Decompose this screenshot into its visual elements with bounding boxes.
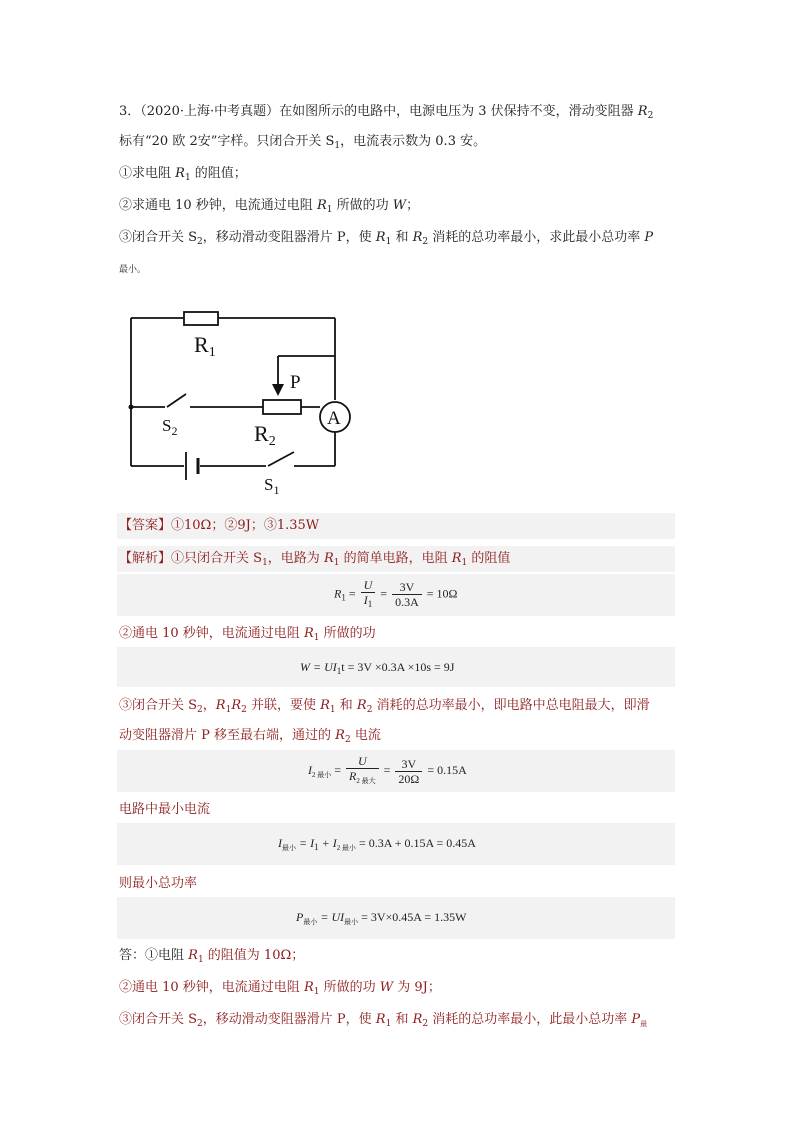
- formula-r1: $R_1$ = $\frac{U}{I_1}$ = $\frac{3V}{0.3A}$ = 10Ω: [334, 578, 458, 609]
- question-part-2: ②求通电 10 秒钟，电流通过电阻 $R_1$ 所做的功 W；: [119, 198, 420, 215]
- switch-s1: [268, 452, 294, 466]
- rheostat-r2: [263, 400, 301, 414]
- question-part-3: ③闭合开关 $S_2$，移动滑动变阻器滑片 P，使 $R_1$ 和 $R_2$ 消耗的总功率最小，求此最小总功率 P: [119, 230, 654, 247]
- analysis-line-5: 电路中最小电流: [119, 802, 211, 817]
- slider-arrow-icon: [272, 384, 284, 396]
- question-part-1: ①求电阻 $R_1$ 的阻值；: [119, 166, 247, 183]
- reply-line-3: ③闭合开关 $S_2$，移动滑动变阻器滑片 P，使 $R_1$ 和 $R_2$ 消耗的总功率最小，此最小总功率 $P_最$: [119, 1012, 648, 1029]
- junction-dot: [129, 405, 134, 410]
- label-s1: $S_1$: [264, 475, 280, 497]
- label-p: P: [290, 372, 301, 393]
- question-line-2: 标有“20 欧 2安”字样。只闭合开关 $S_1$，电流表示数为 0.3 安。: [119, 134, 487, 151]
- formula-w: $W = UI_1t = 3V \times 0.3A \times 10s = 9J$: [300, 660, 455, 676]
- analysis-line-1: 【解析】①只闭合开关 $S_1$，电路为 $R_1$ 的简单电路，电阻 $R_1$ 的阻值: [119, 551, 511, 568]
- question-line-1: 3．（2020·上海·中考真题）在如图所示的电路中，电源电压为 3 伏保持不变，滑动变阻器 $R_2$: [119, 104, 654, 121]
- label-r2: R2: [254, 421, 276, 449]
- label-r1: R1: [194, 332, 216, 360]
- reply-line-2: ②通电 10 秒钟，电流通过电阻 $R_1$ 所做的功 W 为 9J；: [119, 980, 441, 997]
- answer-line: 【答案】①10Ω；②9J；③1.35W: [119, 518, 320, 533]
- label-s2: $S_2$: [162, 416, 178, 438]
- circuit-diagram: [118, 304, 358, 498]
- label-ammeter: A: [327, 408, 341, 429]
- analysis-line-3: ③闭合开关 $S_2$，$R_1R_2$ 并联，要使 $R_1$ 和 $R_2$ 消耗的总功率最小，即电路中总电阻最大，即滑: [119, 698, 650, 715]
- switch-s2: [167, 394, 186, 407]
- reply-line-1: 答：①电阻 $R_1$ 的阻值为 10Ω；: [119, 948, 305, 965]
- resistor-r1: [184, 312, 218, 325]
- formula-pmin: $P_{最小} = UI_{最小} = 3V\times 0.45A = 1.35W$: [296, 910, 467, 926]
- analysis-line-6: 则最小总功率: [119, 876, 198, 891]
- analysis-line-4: 动变阻器滑片 P 移至最右端，通过的 $R_2$ 电流: [119, 728, 381, 745]
- formula-i2: $I_{2 最小}$ = $\frac{U}{R_{2 最大}}$ = $\frac{3V}{20\Omega}$ = 0.15A: [308, 754, 467, 786]
- question-part-3-cont: 最小。: [119, 265, 147, 275]
- formula-imin: $I_{最小} = I_1 + I_{2 最小} = 0.3A + 0.15A = 0.45A$: [278, 836, 476, 852]
- analysis-line-2: ②通电 10 秒钟，电流通过电阻 $R_1$ 所做的功: [119, 626, 376, 643]
